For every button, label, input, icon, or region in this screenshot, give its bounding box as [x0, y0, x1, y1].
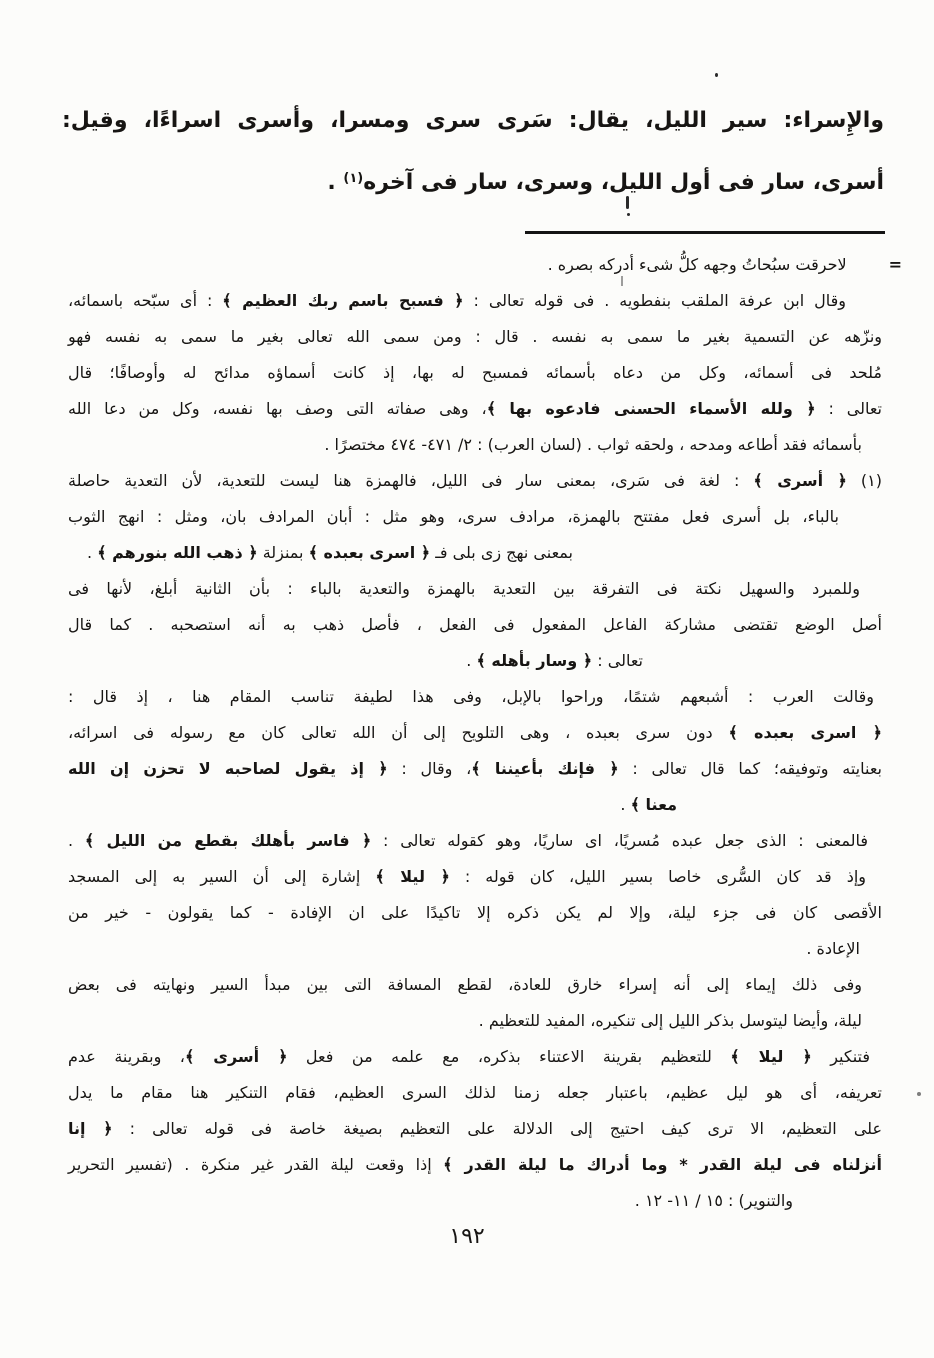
- text-line: (١) ﴿ أسرى ﴾ : لغة فى سَرى، بمعنى سار فى الليل، فالهمزة هنا ليست للتعدية، لأن التعدية حاصلة: [68, 471, 883, 490]
- quran-quote: ﴿ إذ يقول لصاحبه لا تحزن إن الله: [68, 759, 388, 778]
- text-line: على التعظيم، الا ترى كيف احتيج إلى الدلالة على التعظيم بصيغة خاصة فى قوله تعالى : ﴿ إنا: [68, 1119, 883, 1138]
- text-line: وقالت العرب : أشبعهم شتمًا، وراحوا بالإبل، وفى هذا لطيفة تناسب المقام هنا ، إذ قال :: [68, 687, 874, 706]
- quran-quote: ﴿ ذهب الله بنورهم ﴾: [97, 543, 258, 562]
- quran-quote: ﴿ اسرى بعبده ﴾: [728, 723, 883, 742]
- text-line: معنا ﴾ .: [620, 795, 677, 814]
- quran-quote: ﴿ اسرى بعبده ﴾: [308, 543, 431, 562]
- quran-quote: ﴿ إنا: [68, 1119, 113, 1138]
- text-line: بأسمائه فقد أطاعه ومدحه ، ولحقه ثواب . (لسان العرب) : ٢/ ٤٧١- ٤٧٤ مختصرًا .: [324, 435, 862, 454]
- text-line: الأقصى كان فى جزء ليلة، وإلا لم يكن ذكره إلا تاكيدًا على ان الإفادة - كما يقولون - خير من: [68, 903, 882, 922]
- footnote-continuation-marker: =: [888, 255, 902, 274]
- quran-quote: ﴿ أسرى ﴾: [184, 1047, 288, 1066]
- footnote-paragraph: [68, 859, 882, 967]
- quran-quote: ﴿ ليلا ﴾: [730, 1047, 812, 1066]
- text-line: =لاحرقت سبُحاتُ وجهه كلُّ شىء أدركه بصره .: [68, 247, 882, 283]
- scan-artifact: [715, 73, 718, 77]
- scan-artifact: [627, 213, 630, 216]
- text-line: بمعنى نهج زى بلى فـ ﴿ اسرى بعبده ﴾ بمنزلة ﴿ ذهب الله بنورهم ﴾ .: [87, 543, 573, 562]
- text-line: أنزلناه فى ليلة القدر * وما أدراك ما ليلة القدر ﴾ إذا وقعت ليلة القدر غير منكرة . (تفسير التحرير: [68, 1155, 883, 1174]
- text-line: والإِسراء: سير الليل، يقال: سَرى سرى ومسرا، وأسرى اسراءًا، وقيل:: [62, 108, 884, 133]
- scan-artifact: [621, 276, 623, 286]
- text-line: الإعادة .: [806, 939, 860, 958]
- text-line: وقال ابن عرفة الملقب بنفطويه . فى قوله تعالى : ﴿ فسبح باسم ربك العظيم ﴾ : أى سبّحه باسمائه،: [68, 291, 847, 310]
- text-line: وفى ذلك إيماء إلى أنه إسراء خارق للعادة، لقطع المسافة التى بين مبدأ السير ونهايته فى بعض: [68, 975, 862, 994]
- text-line: فالمعنى : الذى جعل عبده مُسريًا، اى ساريًا، وهو كقوله تعالى : ﴿ فاسر بأهلك بقطع من الليل ﴾ .: [68, 831, 869, 850]
- scan-artifact: [917, 1092, 921, 1096]
- footnote-paragraph: [68, 247, 902, 283]
- text-line: أصل الوضع تقتضى مشاركة الفاعل المفعول فى الفعل ، فأصل ذهب به أنه استصحبه . كما قال: [68, 615, 882, 634]
- footnote-paragraph: [68, 571, 882, 679]
- text-line: تعالى : ﴿ ولله الأسماء الحسنى فادعوه بها ﴾، وهى صفاته التى وصف بها نفسه، وكل من دعا الله: [68, 399, 883, 418]
- quran-quote: ﴿ فسبح باسم ربك العظيم ﴾: [222, 291, 464, 310]
- quran-quote: ﴿ ولله الأسماء الحسنى فادعوه بها ﴾: [486, 399, 816, 418]
- text-line: بعنايته وتوفيقه؛ كما قال تعالى : ﴿ فإنك بأعيننا ﴾، وقال : ﴿ إذ يقول لصاحبه لا تحزن إن الله: [68, 759, 883, 778]
- text-line: ونزّهه عن التسمية بغير ما سمى به نفسه . قال : ومن سمى الله تعالى بغير ما سمى به نفسه فهو: [68, 327, 882, 346]
- text-line: وللمبرد والسهيل نكتة فى التفرقة بين التعدية بالهمزة والتعدية بالباء : بأن الثانية أبلغ، لأنها فى: [68, 579, 860, 598]
- footnote-paragraph: [68, 283, 882, 463]
- main-text: [62, 92, 884, 212]
- text-line: ليلة، وأيضا ليتوسل بذكر الليل إلى تنكيره، المفيد للتعظيم .: [478, 1011, 862, 1030]
- footnote-paragraph: [68, 679, 882, 823]
- scan-artifact: [626, 196, 629, 209]
- text-line: ﴿ اسرى بعبده ﴾ دون سرى بعبده ، وهى التلويح إلى أن الله تعالى كان مع رسوله فى اسرائه،: [68, 723, 883, 742]
- text-line: فتنكير ﴿ ليلا ﴾ للتعظيم بقرينة الاعتناء بذكره، مع علمه من فعل ﴿ أسرى ﴾، وبقرينة عدم: [68, 1047, 870, 1066]
- page-number: ١٩٢: [449, 1224, 485, 1249]
- footnote-separator: [525, 231, 885, 234]
- quran-quote: ﴿ ليلا ﴾: [375, 867, 450, 886]
- text-line: مُلحد فى أسمائه، وكل من دعاه بأسمائه فمسبح له بها، إذ كانت أسماؤه مدائح له وأوصافًا؛ قال: [68, 363, 882, 382]
- text-line: بالباء، بل أسرى فعل مفتتح بالهمزة، مرادف سرى، وهو مثل : أبان المرادف بان، ومثل : انهج الثوب: [68, 507, 839, 526]
- footnote-paragraph: [68, 1039, 882, 1219]
- footnote-paragraph: [68, 823, 882, 859]
- text-line: أسرى، سار فى أول الليل، وسرى، سار فى آخره$^{(١)}$ .: [327, 170, 884, 195]
- text-line: وإذ قد كان السُّرى خاصا بسير الليل، كان قوله : ﴿ ليلا ﴾ إشارة إلى أن السير به إلى المسجد: [68, 867, 867, 886]
- text-line: تعريفه، أى هو ليل عظيم، باعتبار جعله زمنا لذلك السرى العظيم، فقام التنكير هنا مقام ما يدل: [68, 1083, 882, 1102]
- quran-quote: ﴿ فإنك بأعيننا ﴾: [471, 759, 619, 778]
- footnote-reference: (١): [343, 171, 364, 186]
- quran-quote: أنزلناه فى ليلة القدر * وما أدراك ما ليلة القدر ﴾: [443, 1155, 883, 1174]
- footnote-paragraph: [68, 967, 882, 1039]
- quran-quote: ﴿ وسار بأهله ﴾: [476, 651, 593, 670]
- text-line: تعالى : ﴿ وسار بأهله ﴾ .: [466, 651, 643, 670]
- footnote-paragraph: [68, 463, 882, 571]
- footnotes-section: [68, 247, 902, 1219]
- text-line: والتنوير) : ١٥ / ١١- ١٢ .: [634, 1191, 793, 1210]
- quran-quote: معنا ﴾: [630, 795, 677, 814]
- quran-quote: ﴿ أسرى ﴾: [753, 471, 847, 490]
- quran-quote: ﴿ فاسر بأهلك بقطع من الليل ﴾: [84, 831, 372, 850]
